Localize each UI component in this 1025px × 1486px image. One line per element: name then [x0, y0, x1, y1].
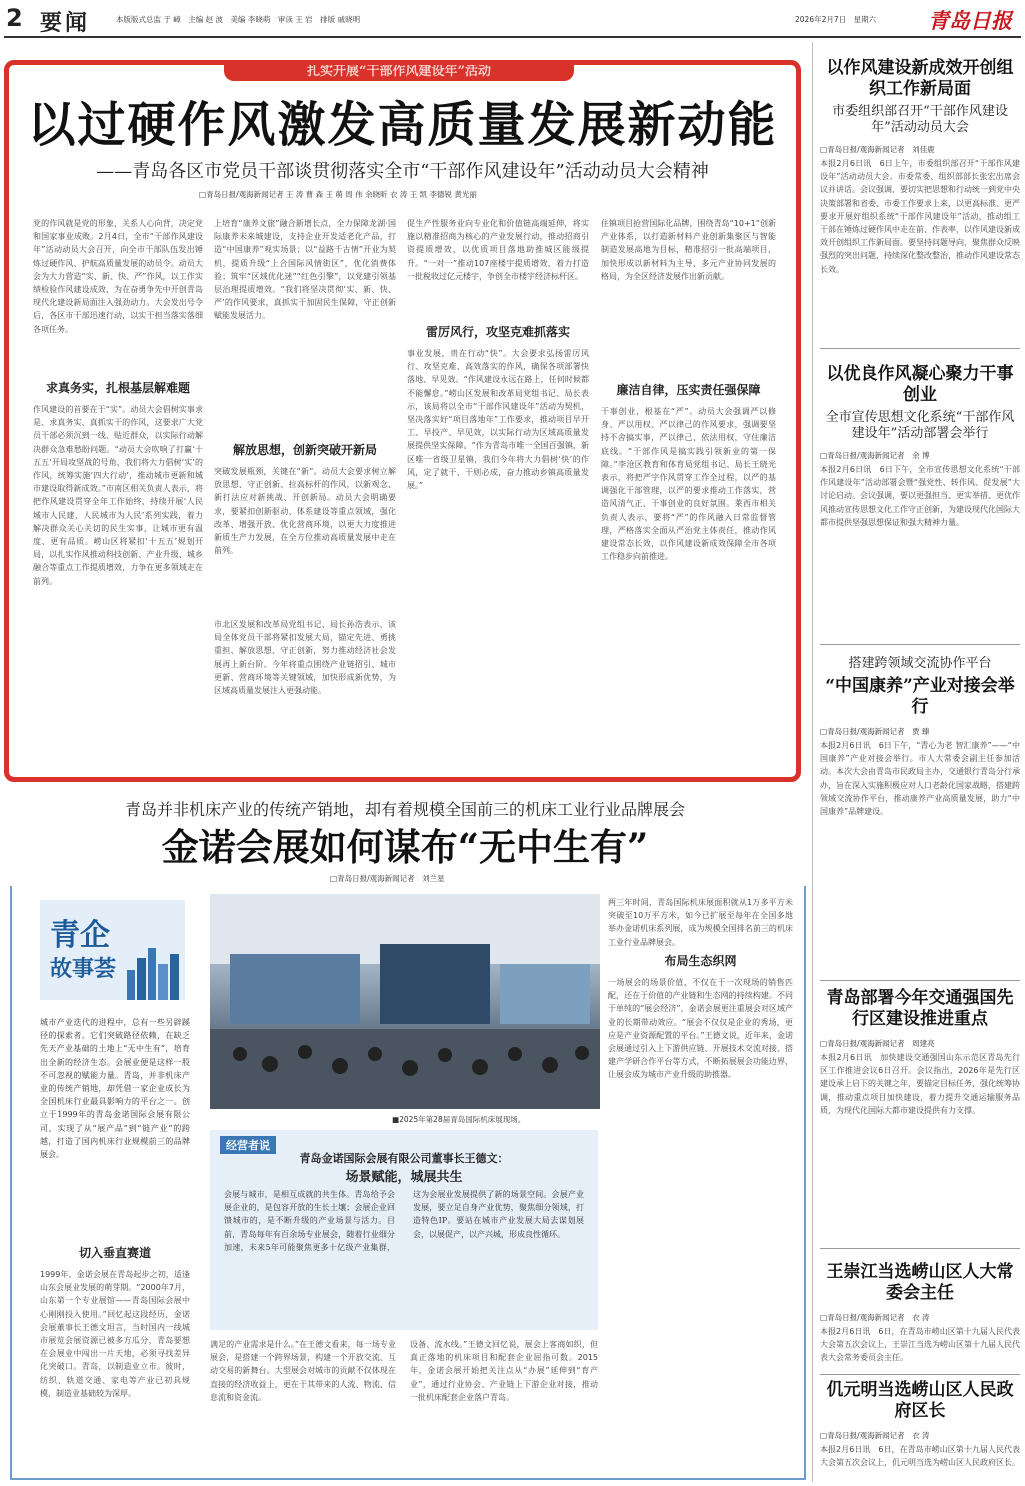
feature-subhead-1: 切入垂直赛道	[78, 1246, 151, 1260]
feature-body-3: 设备、流水线。”王德文回忆说，展会上客商如织，但真正落地的机床项目和配套企业屈指可数。2015年，金诺会展开始把关注点从“办展”延伸到“育产业”，通过行业协会、产业链上下游企业对接，推动一批机床配套企业落户青岛。	[410, 1340, 598, 1402]
feature-body-4: 两三年时间，青岛国际机床展面积就从1万多平方米突破至10万平方米，如今已扩展至每年在全国多地举办金诺机床系列展，成为规模全国排名前三的机床工业行业品牌展会。	[608, 898, 793, 946]
sidebar-1-title: 以作风建设新成效开创组织工作新局面	[826, 58, 1014, 99]
lead-col4-text-a: 住镇项目抢营国际化品牌，围绕青岛“10+1”创新产业体系，以打造新材料产业创新集聚区与智能制造发展高地为目标，精准招引一批高端项目，加快形成以新材料为主导、多元产业协同发展的格局，为全区经济发展作出新贡献。	[601, 219, 776, 281]
feature-headline: 金诺会展如何谋布“无中生有”	[161, 825, 649, 869]
sidebar-5-title: 王崇江当选崂山区人大常委会主任	[826, 1262, 1014, 1303]
section-title: 要闻	[40, 10, 91, 36]
sidebar-story-5	[820, 1262, 1020, 1372]
sidebar-rule-1	[820, 348, 1020, 349]
feature-subhead-2: 布局生态织网	[664, 954, 737, 968]
sidebar-6-title: 仉元明当选崂山区人民政府区长	[826, 1380, 1014, 1421]
lead-byline: □青岛日报/观海新闻记者 王 涛 曹 森 王 萌 周 伟 余晓昕 衣 涛 王 凯 李德锐 黄光丽	[199, 190, 477, 199]
sidebar-3-text: 本报2月6日讯 6日下午，“青心为老 智汇康养”——“中国康养”产业对接会举行。市人大常委会副主任参加活动。本次大会由青岛市民政局主办，交通银行青岛分行承办，旨在深入实施积极应对人口老龄化国家战略，搭建跨领域交流协作平台，推动康养产业高质量发展，助力“中国康养”品牌建设。	[820, 741, 1020, 817]
sidebar-story-2	[820, 364, 1020, 634]
column-logo-line2: 故事荟	[50, 956, 117, 982]
sidebar-story-1	[820, 58, 1020, 340]
sidebar-2-title: 以优良作风凝心聚力干事创业	[826, 364, 1014, 405]
expo-photo	[210, 894, 600, 1109]
feature-body-2: 满足的产业需求是什么。”在王德文看来，每一场专业展会，是搭建一个跨界场景，构建一个开放交流、互动交易的新舞台。大型展会对城市的贡献不仅体现在直接的经济收益上，更在于其带来的人流、物流、信息流和资金流。	[210, 1340, 396, 1402]
lead-col3-text-a: 促生产性服务业向专业化和价值链高端延伸，将实施以精准招商为核心的产业发展行动，推动招商引资提质增效，以优质项目落地助推城区能级提升。“一对一”推动107座楼宇提质增效，着力打造一批税收过亿元楼宇，争创全市楼宇经济标杆区。	[407, 219, 589, 281]
lead-col2-text-a: 上培育“康养文旅”融合新增长点，全力保障龙湖·国际康养未来城建设，支持企业开发适老化产品，打造“中国康养”观实场景；以“益路千古情”开业为契机，提质升级“上合国际风情街区”，优化消费体验；筑牢“区域优化迷”“红色引擎”，以党建引领基层治理提质增效。“我们将坚决贯彻‘实、新、快、严’的作风要求，真抓实干加固民生保障，守正创新赋能发展活力。	[214, 219, 396, 321]
lead-col2-subhead: 解放思想，创新突破开新局	[232, 443, 377, 457]
interview-tag: 经营者说	[220, 1136, 276, 1154]
sidebar-2-subtitle: 全市宣传思想文化系统“干部作风建设年”活动部署会举行	[825, 410, 1015, 441]
lead-col1-text-b: 作风建设的首要在于“实”。动员大会倡树实事求是、求真务实、真抓实干的作风，这要求广大党员干部必须沉到一线、贴近群众，以实际行动解决群众急难愁盼问题。“动员大会吹响了打赢‘十五五’开局攻坚战的号角，我们将大力倡树‘实’的作风，统筹实施‘四大行动’，推动城市更新和城市建设取得新成效。”市南区相关负责人表示，将把作风建设贯穿全年工作始终，持续开展‘人民城市人民建，人民城市为人民’系列实践，着力解决群众关心关切的民生实事，让城市更有温度、更有品质。崂山区将紧扣‘十五五’规划开局，以扎实作风推动科技创新、产业升级、城乡融合等重点工作提质增效，力争在更多领域走在前列。	[33, 405, 203, 586]
sidebar-5-text: 本报2月6日讯 6日，在青岛市崂山区第十九届人民代表大会第五次会议上，王崇江当选为崂山区第十九届人民代表大会常务委员会主任。	[820, 1327, 1020, 1363]
lead-col3-subhead: 雷厉风行，攻坚克难抓落实	[425, 325, 570, 339]
sidebar-2-byline: □青岛日报/观海新闻记者 余 博	[820, 451, 930, 460]
feature-body-1: 1999年，金诺会展在青岛起步之初，适逢山东会展业发展的萌芽期。“2000年7月，山东第一个专业展馆——青岛国际会展中心刚刚投入使用。”回忆起这段经历，金诺会展董事长王德文坦言，当时国内一线城市展览会展资源已被多方瓜分，青岛要想在会展业中闯出一片天地，必须寻找差异化突破口。青岛，以制造业立市。彼时，纺织、轨道交通、家电等产业已初具规模，制造业基础较为深厚。	[40, 1270, 190, 1398]
sidebar-4-title: 青岛部署今年交通强国先行区建设推进重点	[826, 988, 1014, 1029]
newspaper-logo: 青岛日报	[928, 8, 1012, 33]
sidebar-rule-5	[820, 1374, 1020, 1375]
sidebar-rule-4	[820, 1248, 1020, 1249]
sidebar-6-byline: □青岛日报/观海新闻记者 衣 涛	[820, 1431, 930, 1440]
lead-story-frame	[4, 60, 801, 782]
sidebar-3-byline: □青岛日报/观海新闻记者 贾 臻	[820, 727, 930, 736]
interview-subtitle: 场景赋能，城展共生	[345, 1170, 463, 1185]
header-credits: 本版版式总监 于 嶂 主编 赵 波 美编 李晓萌 审读 王 岩 排版 戚晓明	[116, 15, 361, 24]
sidebar-rule-2	[820, 644, 1020, 645]
page-number: 2	[6, 4, 23, 32]
sidebar-3-title: 搭建跨领域交流协作平台	[848, 656, 992, 671]
city-skyline-icon	[125, 940, 185, 1000]
sidebar-rule-3	[820, 980, 1020, 981]
sidebar-2-text: 本报2月6日讯 6日下午，全市宣传思想文化系统“干部作风建设年”活动部署会暨“强党性、转作风、促发展”大讨论启动。会议强调，要以更强担当、更实举措、更优作风推动宣传思想文化工作守正创新，为建设现代化国际大都市提供坚强思想保证和强大精神力量。	[820, 465, 1020, 527]
photo-caption: ■2025年第28届青岛国际机床展现场。	[392, 1115, 526, 1124]
feature-kicker: 青岛并非机床产业的传统产销地，却有着规模全国前三的机床工业行业品牌展会	[124, 800, 685, 819]
feature-byline: □青岛日报/观海新闻记者 刘兰星	[330, 874, 445, 883]
header-rule	[4, 36, 1021, 38]
sidebar-story-4	[820, 988, 1020, 1238]
sidebar-1-byline: □青岛日报/观海新闻记者 刘佳鹿	[820, 145, 935, 154]
header-date: 2026年2月7日 星期六	[795, 15, 877, 24]
lead-subheadline: ——青岛各区市党员干部谈贯彻落实全市“干部作风建设年”活动动员大会精神	[96, 161, 709, 182]
sidebar-story-3	[820, 656, 1020, 974]
sidebar-5-byline: □青岛日报/观海新闻记者 衣 涛	[820, 1313, 930, 1322]
interview-box	[210, 1130, 598, 1330]
lead-col1-subhead: 求真务实，扎根基层解难题	[45, 381, 190, 395]
sidebar-4-byline: □青岛日报/观海新闻记者 周建亮	[820, 1039, 935, 1048]
interview-body: 会展与城市，是相互成就的共生体。青岛给予会展企业的，是包容开放的生长土壤；会展企业回馈城市的，是不断升级的产业场景与活力。目前，青岛每年有百余场专业展会，随着行业细分加速，未来5年可能聚焦更多十亿级产业集群，这为会展业发展提供了新的场景空间。会展产业发展，要立足自身产业优势，聚焦细分领域，打造特色IP。要站在城市产业发展大局去谋划展会，以展促产，以产兴城，形成良性循环。	[224, 1190, 584, 1252]
lead-kicker: 扎实开展“干部作风建设年”活动	[224, 63, 574, 81]
lead-col1-text-a: 党的作风就是党的形象，关系人心向背，决定党和国家事业成败。2月4日，全市“干部作风建设年”活动动员大会召开，向全市干部队伍发出锤炼过硬作风、护航高质量发展的动员令。动员大会为大力营造“实、新、快、严”作风，以工作实绩检验作风建设成效，为在奋勇争先中开创青岛现代化建设新局面注入强劲动力。大会发出号令后，各区市干部迅速行动，以实干担当落实落细各项任务。	[33, 219, 203, 334]
sidebar-1-text: 本报2月6日讯 6日上午，市委组织部召开“干部作风建设年”活动动员大会。市委常委、组织部部长张宏出席会议并讲话。会议强调，要切实把思想和行动统一到党中央决策部署和省委、市委工作要求上来，以更高标准、更严要求开展好组织系统“干部作风建设年”活动，推动组工干部在锤炼过硬作风中走在前、作表率，以作风建设新成效开创组织工作新局面。要坚持问题导向，聚焦群众反映强烈的突出问题，持续深化整改整治，推动作风建设常态长效。	[820, 159, 1020, 274]
lead-headline: 以过硬作风激发高质量发展新动能	[27, 97, 778, 153]
feature-intro: 城市产业迭代的进程中，总有一些另辟蹊径的探索者。它们突破路径依赖，在缺乏先天产业基础的土地上“无中生有”，培育出全新的经济生态。会展业便是这样一股不可忽视的赋能力量。青岛，并非机床产业的传统产销地，却凭借一家企业成长为全国机床行业最具影响力的平台之一。创立于1999年的青岛金诺国际会展有限公司，实现了从“展产品”到“链产业”的跨越，打造了国内机床行业规模前三的品牌展会。	[40, 1018, 190, 1160]
sidebar-6-text: 本报2月6日讯 6日，在青岛市崂山区第十九届人民代表大会第五次会议上，仉元明当选为崂山区人民政府区长。	[820, 1445, 1020, 1468]
lead-col4-text-b: 干事创业，根基在“严”。动员大会强调严以修身、严以用权、严以律己的作风要求，强调要坚持不舍搞实事，严以律己、依法用权，守住廉洁底线。“干部作风是搞实践引领新业的第一保障。”李沧区教育和体育局党组书记、局长王晓光表示，将把严字作风贯穿工作全过程，以严的基调强化干部管理，以严的要求推动工作落实，营造风清气正、干事创业的良好氛围。莱西市相关负责人表示，要将“严”的作风融入日常监督管理，严格落实全面从严治党主体责任，推动作风建设常态长效，以作风建设新成效保障全市各项工作稳步向前推进。	[601, 407, 776, 562]
sidebar-4-text: 本报2月6日讯 加快建设交通强国山东示范区青岛先行区工作推进会议6日召开。会议指出，2026年是先行区建设承上启下的关键之年，要锚定目标任务，强化统筹协调，推动重点项目加快建设，着力提升交通运输服务品质，为现代化国际大都市建设提供有力支撑。	[820, 1053, 1020, 1115]
lead-col3-text-b: 事业发展，贵在行动“快”。大会要求弘扬雷厉风行、攻坚克难、高效落实的作风，确保各项部署快落地、早见效。“作风建设永远在路上，任何时候都不能懈怠。”崂山区发展和改革局党组书记、局长表示，该局将以全市“干部作风建设年”活动为契机，坚决落实好“项目落地年”工作要求，推动项目早开工、早投产、早见效，以实际行动为区域高质量发展提供坚实保障。“作为青岛市唯一全国百强镇，新区唯一省级卫星镇，我们今年将大力倡树‘快’的作风，定了就干、干则必成，奋力推动乡镇高质量发展。”	[407, 349, 589, 491]
expo-crowd-illustration	[210, 894, 600, 1109]
lead-col2-text-c: 市北区发展和改革局党组书记、局长孙浩表示，该局全体党员干部将紧扣发展大局，锚定先进、勇挑重担、解放思想、守正创新，努力推动经济社会发展再上新台阶。今年将重点围绕产业链招引、城市更新、营商环境等关键领域，加快形成新优势，为区域高质量发展注入更强动能。	[214, 620, 396, 696]
sidebar-story-6	[820, 1380, 1020, 1482]
column-logo	[40, 900, 185, 1000]
sidebar-divider	[812, 42, 813, 1482]
feature-body-5: 一场展会的场景价值，不仅在于一次现场的销售匹配，还在于价值的产业链和生态网的持续构建。不同于单纯的“展会经济”，金诺会展更注重展会对区域产业的长期带动效应。“展会不仅仅是企业的秀场，更应是产业资源配置的平台。”王德文说，近年来，金诺会展通过引入上下游供应链、开展技术交流对接、搭建产学研合作平台等方式，不断拓展展会功能边界，让展会成为城市产业升级的助推器。	[608, 978, 793, 1080]
column-logo-line1: 青企	[50, 918, 110, 953]
interview-title: 青岛金诺国际会展有限公司董事长王德文：	[299, 1152, 509, 1165]
sidebar-3-subtitle: “中国康养”产业对接会举行	[825, 676, 1015, 717]
sidebar-1-subtitle: 市委组织部召开“干部作风建设年”活动动员大会	[832, 104, 1008, 135]
lead-col2-text-b: 突破发展瓶颈，关键在“新”。动员大会要求树立解放思想、守正创新、拉高标杆的作风，以新观念、新打法应对新挑战、开创新局。动员大会明确要求，要紧扣创新驱动、体系建设等重点领域，强化改革、增强开放、优化营商环境，以更大力度推进新质生产力发展，在全方位推动高质量发展中走在前列。	[214, 467, 396, 556]
lead-col4-subhead: 廉洁自律，压实责任强保障	[616, 383, 761, 397]
